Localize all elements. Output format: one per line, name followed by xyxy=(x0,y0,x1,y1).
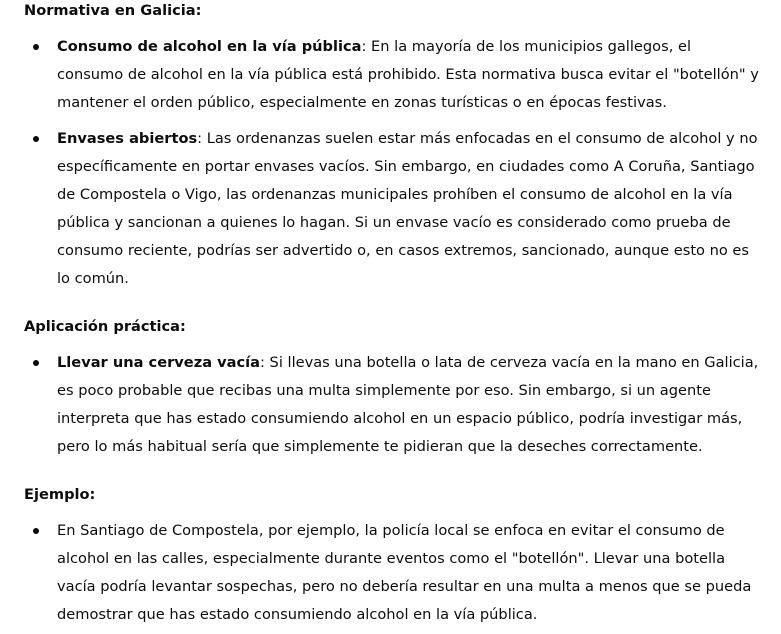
item-text: : Las ordenanzas suelen estar más enfocadas en el consumo de alcohol y no específicamente en portar envases vacíos. Sin embargo, en ciudades como A Coruña, Santiago de Compostela o Vigo, las ordenanzas municipales prohíben el consumo de alcohol en la vía pública y sancionan a quienes lo hagan. Si un envase vacío es considerado como prueba de consumo reciente, podrías ser advertido o, en casos extremos, sancionado, aunque esto no es lo común. xyxy=(57,130,758,287)
bullet-list-aplicacion xyxy=(24,349,759,461)
list-item xyxy=(24,349,759,461)
bullet-icon xyxy=(33,136,39,142)
bullet-icon xyxy=(33,528,39,534)
item-term: Consumo de alcohol en la vía pública xyxy=(57,38,362,55)
list-item xyxy=(24,33,759,117)
item-text: : En la mayoría de los municipios gallegos, el consumo de alcohol en la vía pública está prohibido. Esta normativa busca evitar el "botellón" y mantener el orden público, especialmente en zonas turísticas o en épocas festivas. xyxy=(57,38,759,111)
bullet-list-normativa xyxy=(24,33,759,293)
bullet-list-ejemplo xyxy=(24,517,759,629)
section-heading-aplicacion: Aplicación práctica: xyxy=(24,318,186,335)
section-heading-normativa: Normativa en Galicia: xyxy=(24,2,202,19)
bullet-icon xyxy=(33,44,39,50)
section-heading-ejemplo: Ejemplo: xyxy=(24,486,96,503)
bullet-icon xyxy=(33,360,39,366)
item-term: Envases abiertos xyxy=(57,130,198,147)
item-term: Llevar una cerveza vacía xyxy=(57,354,260,371)
item-text: : Si llevas una botella o lata de cerveza vacía en la mano en Galicia, es poco probable que recibas una multa simplemente por eso. Sin embargo, si un agente interpreta que has estado consumiendo alcohol en un espacio público, podría investigar más, pero lo más habitual sería que simplemente te pidieran que la deseches correctamente. xyxy=(57,354,759,455)
item-text: En Santiago de Compostela, por ejemplo, la policía local se enfoca en evitar el consumo de alcohol en las calles, especialmente durante eventos como el "botellón". Llevar una botella vacía podría levantar sospechas, pero no debería resultar en una multa a menos que se pueda demostrar que has estado consumiendo alcohol en la vía pública. xyxy=(57,522,752,623)
list-item xyxy=(24,517,759,629)
list-item xyxy=(24,125,759,293)
